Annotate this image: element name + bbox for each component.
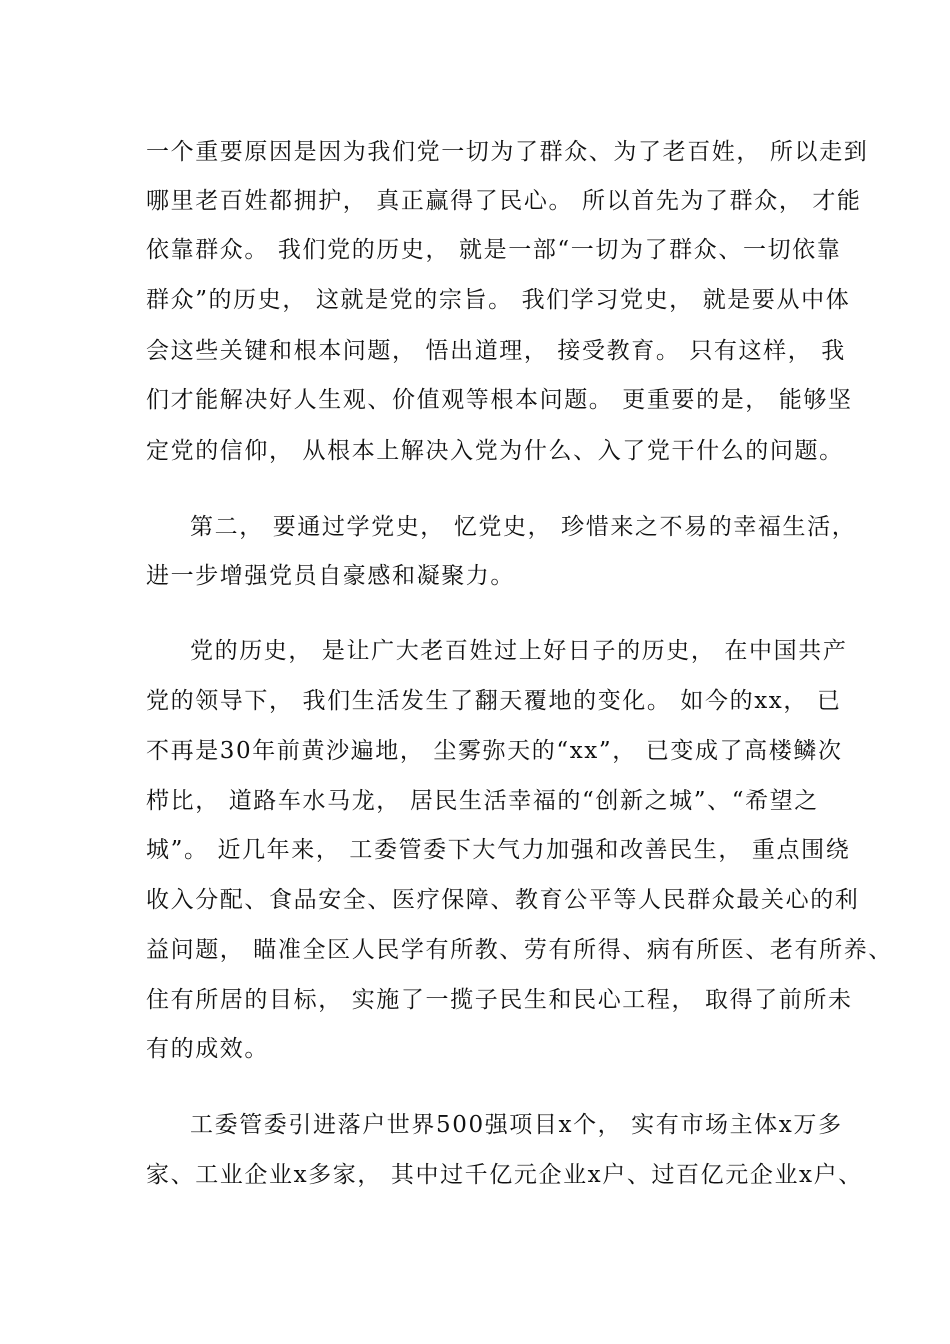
paragraph-1-line-4: 群众”的历史， 这就是党的宗旨。 我们学习党史， 就是要从中体	[146, 287, 851, 313]
paragraph-3-line-8: 住有所居的目标， 实施了一揽子民生和民心工程， 取得了前所未	[146, 987, 853, 1013]
paragraph-1-line-7: 定党的信仰， 从根本上解决入党为什么、入了党干什么的问题。	[146, 438, 844, 464]
paragraph-3-line-1: 党的历史， 是让广大老百姓过上好日子的历史， 在中国共产	[190, 638, 848, 664]
paragraph-1-line-1: 一个重要原因是因为我们党一切为了群众、为了老百姓， 所以走到	[146, 139, 869, 165]
paragraph-2-line-1: 第二， 要通过学党史， 忆党史， 珍惜来之不易的幸福生活，	[190, 514, 857, 540]
paragraph-1-line-2: 哪里老百姓都拥护， 真正赢得了民心。 所以首先为了群众， 才能	[146, 188, 862, 214]
paragraph-3-line-7: 益问题， 瞄准全区人民学有所教、劳有所得、病有所医、老有所养、	[146, 937, 893, 963]
paragraph-3-line-4: 栉比， 道路车水马龙， 居民生活幸福的“创新之城”、“希望之	[146, 788, 819, 814]
paragraph-1-line-3: 依靠群众。 我们党的历史， 就是一部“一切为了群众、一切依靠	[146, 237, 842, 263]
paragraph-1-line-6: 们才能解决好人生观、价值观等根本问题。 更重要的是， 能够坚	[146, 387, 853, 413]
paragraph-4-line-1: 工委管委引进落户世界500强项目x个， 实有市场主体x万多	[190, 1112, 843, 1138]
paragraph-1-line-5: 会这些关键和根本问题， 悟出道理， 接受教育。 只有这样， 我	[146, 338, 846, 364]
paragraph-3-line-5: 城”。 近几年来， 工委管委下大气力加强和改善民生， 重点围绕	[146, 837, 851, 863]
paragraph-2-line-2: 进一步增强党员自豪感和凝聚力。	[146, 563, 515, 589]
paragraph-3-line-3: 不再是30年前黄沙遍地， 尘雾弥天的“xx”， 已变成了高楼鳞次	[146, 738, 843, 764]
paragraph-3-line-9: 有的成效。	[146, 1036, 269, 1062]
paragraph-3-line-2: 党的领导下， 我们生活发生了翻天覆地的变化。 如今的xx， 已	[146, 688, 842, 714]
paragraph-3-line-6: 收入分配、食品安全、医疗保障、教育公平等人民群众最关心的利	[146, 887, 860, 913]
paragraph-4-line-2: 家、工业企业x多家， 其中过千亿元企业x户、过百亿元企业x户、	[146, 1162, 863, 1188]
